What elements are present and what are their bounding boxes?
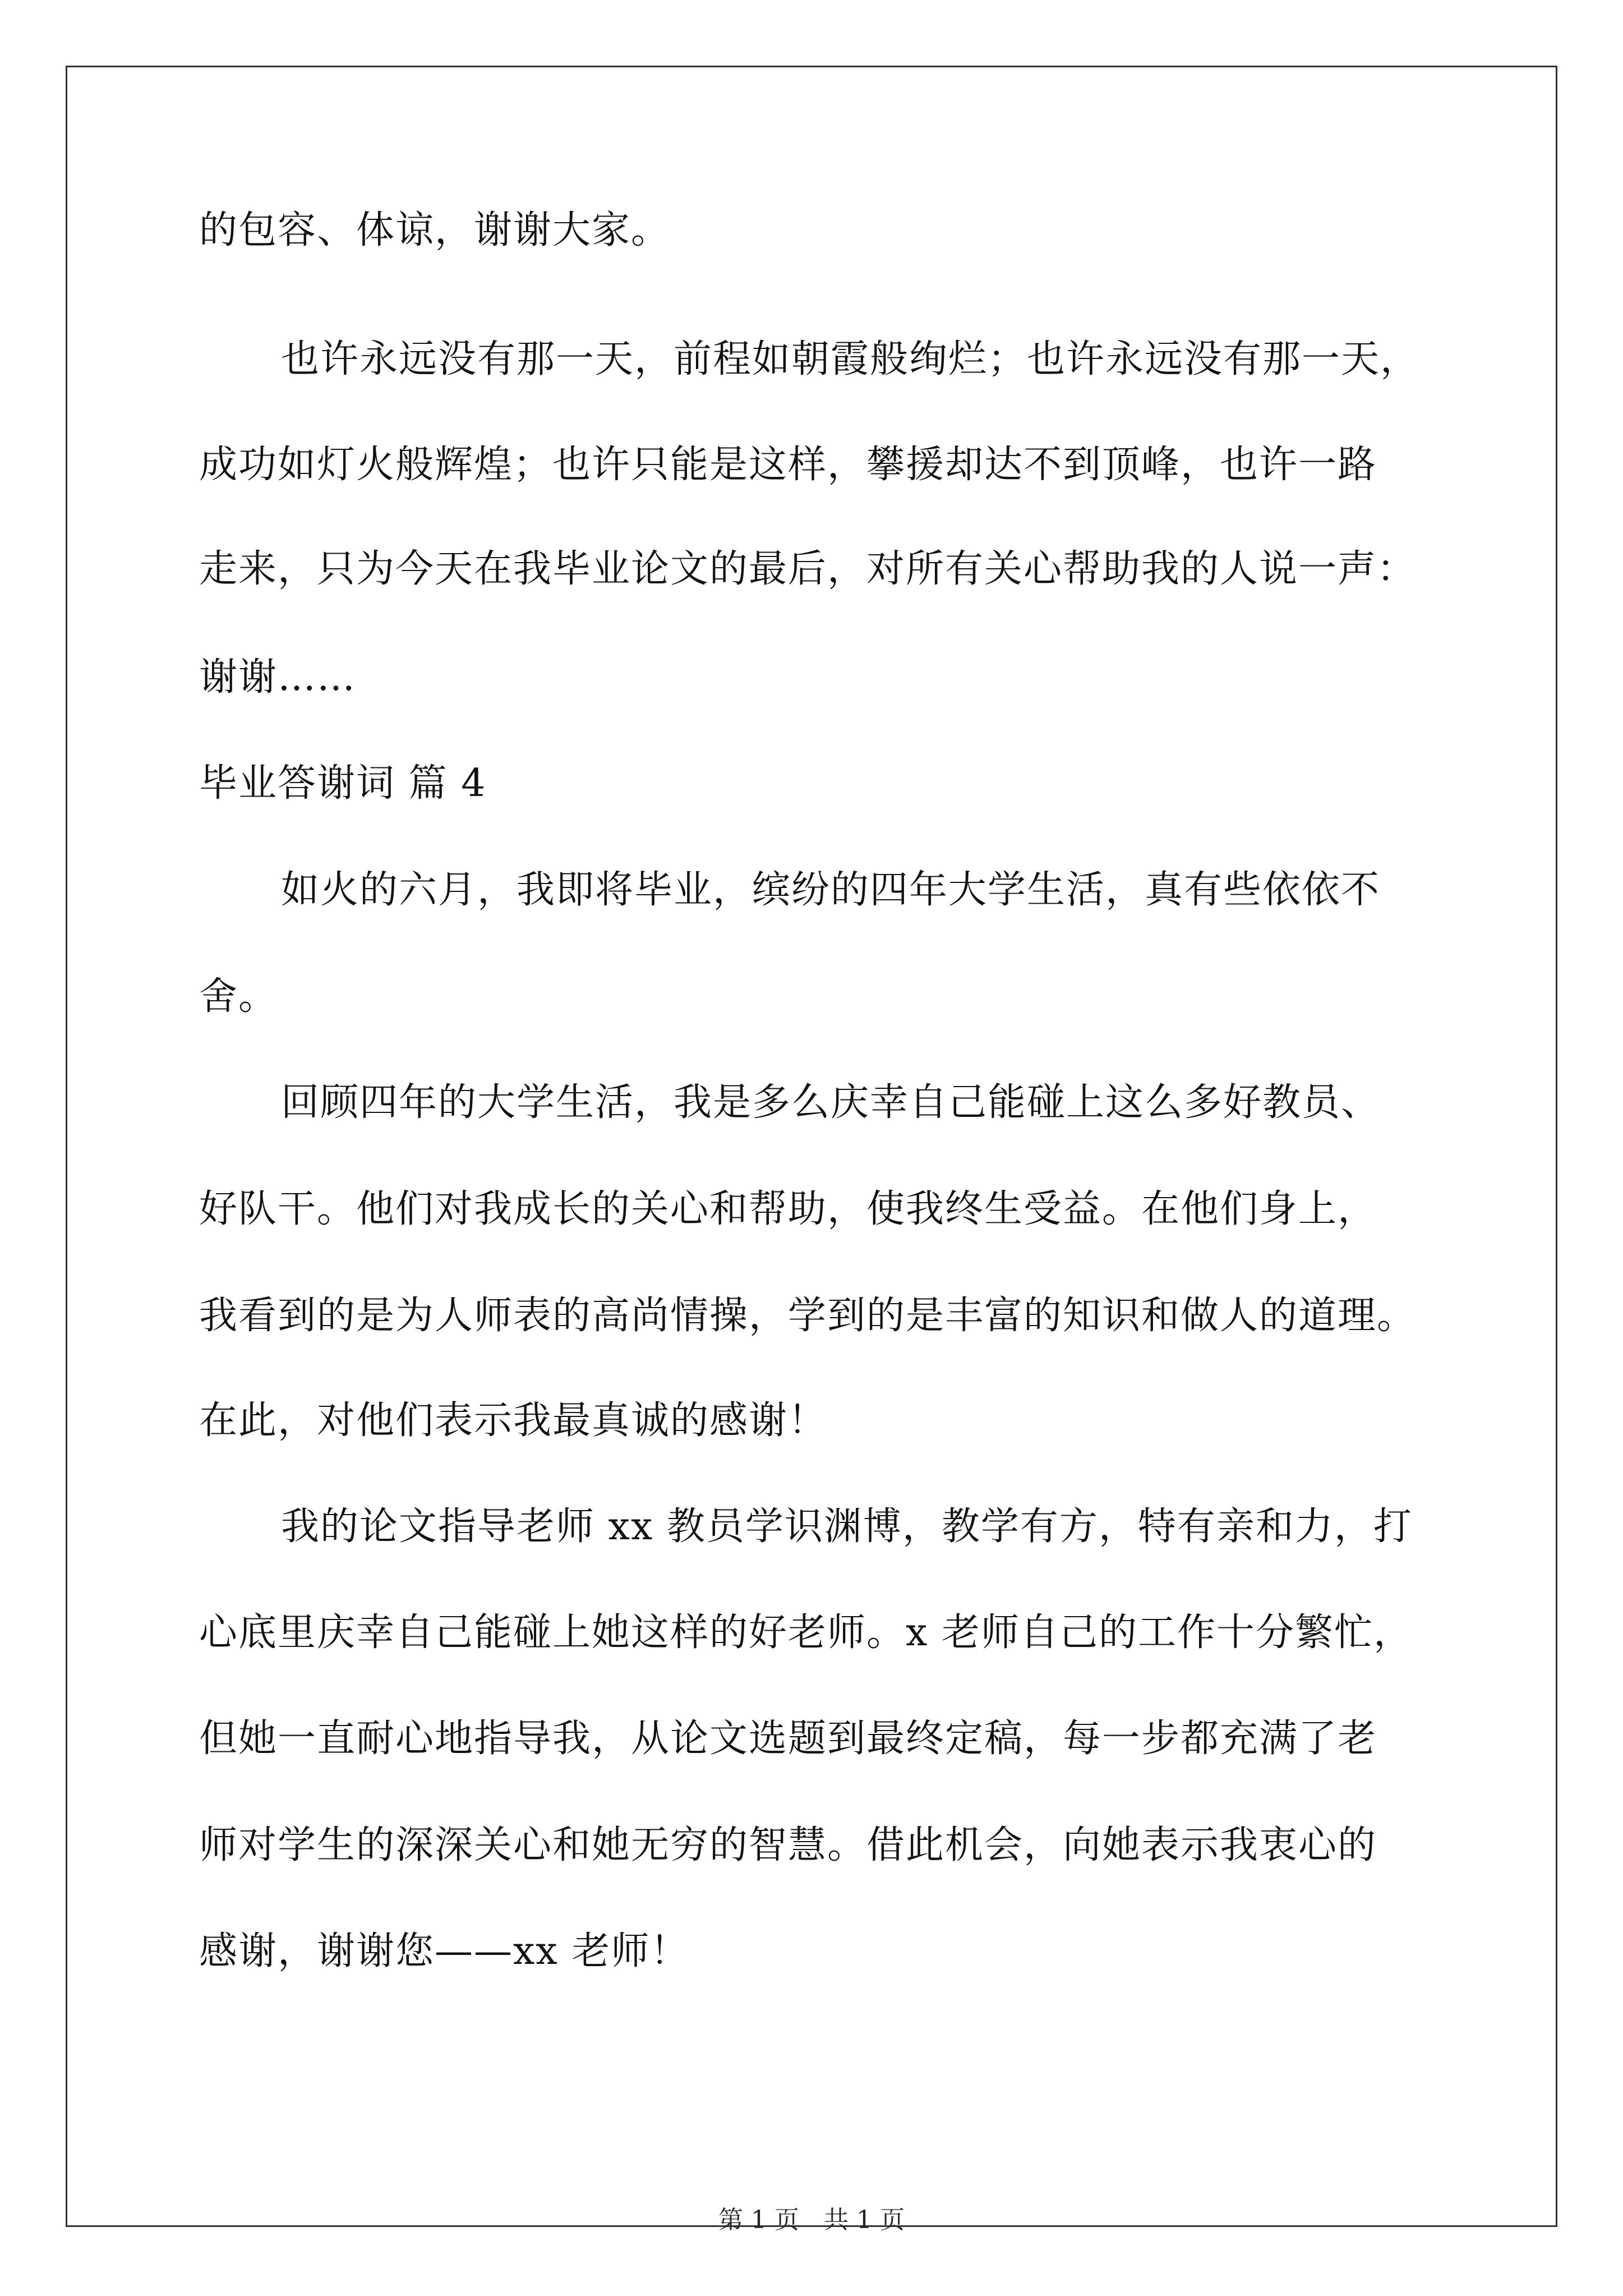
paragraph-line: 在此，对他们表示我最真诚的感谢！ — [199, 1398, 828, 1443]
paragraph-line: 谢谢…… — [199, 655, 357, 700]
paragraph-line: 回顾四年的大学生活，我是多么庆幸自己能碰上这么多好教员、 — [281, 1080, 1381, 1125]
paragraph-line: 心底里庆幸自己能碰上她这样的好老师。x 老师自己的工作十分繁忙， — [199, 1611, 1413, 1655]
paragraph-line: 舍。 — [199, 974, 278, 1019]
paragraph-line: 感谢，谢谢您——xx 老师！ — [199, 1929, 690, 1973]
page-frame — [66, 66, 1557, 2227]
page-footer: 第 1 页 共 1 页 — [718, 2206, 905, 2234]
paragraph-line: 我的论文指导老师 xx 教员学识渊博，教学有方，特有亲和力，打 — [281, 1504, 1413, 1549]
section-heading: 毕业答谢词 篇 4 — [199, 761, 487, 806]
paragraph-line: 也许永远没有那一天，前程如朝霞般绚烂；也许永远没有那一天， — [281, 337, 1420, 381]
paragraph-line: 但她一直耐心地指导我，从论文选题到最终定稿，每一步都充满了老 — [199, 1717, 1377, 1761]
paragraph-line: 走来，只为今天在我毕业论文的最后，对所有关心帮助我的人说一声： — [199, 547, 1417, 591]
paragraph-line: 的包容、体谅，谢谢大家。 — [199, 208, 671, 252]
paragraph-line: 成功如灯火般辉煌；也许只能是这样，攀援却达不到顶峰，也许一路 — [199, 443, 1377, 487]
paragraph-line: 好队干。他们对我成长的关心和帮助，使我终生受益。在他们身上， — [199, 1187, 1377, 1231]
paragraph-line: 如火的六月，我即将毕业，缤纷的四年大学生活，真有些依依不 — [281, 868, 1381, 912]
paragraph-line: 我看到的是为人师表的高尚情操，学到的是丰富的知识和做人的道理。 — [199, 1294, 1417, 1338]
paragraph-line: 师对学生的深深关心和她无穷的智慧。借此机会，向她表示我衷心的 — [199, 1823, 1377, 1867]
